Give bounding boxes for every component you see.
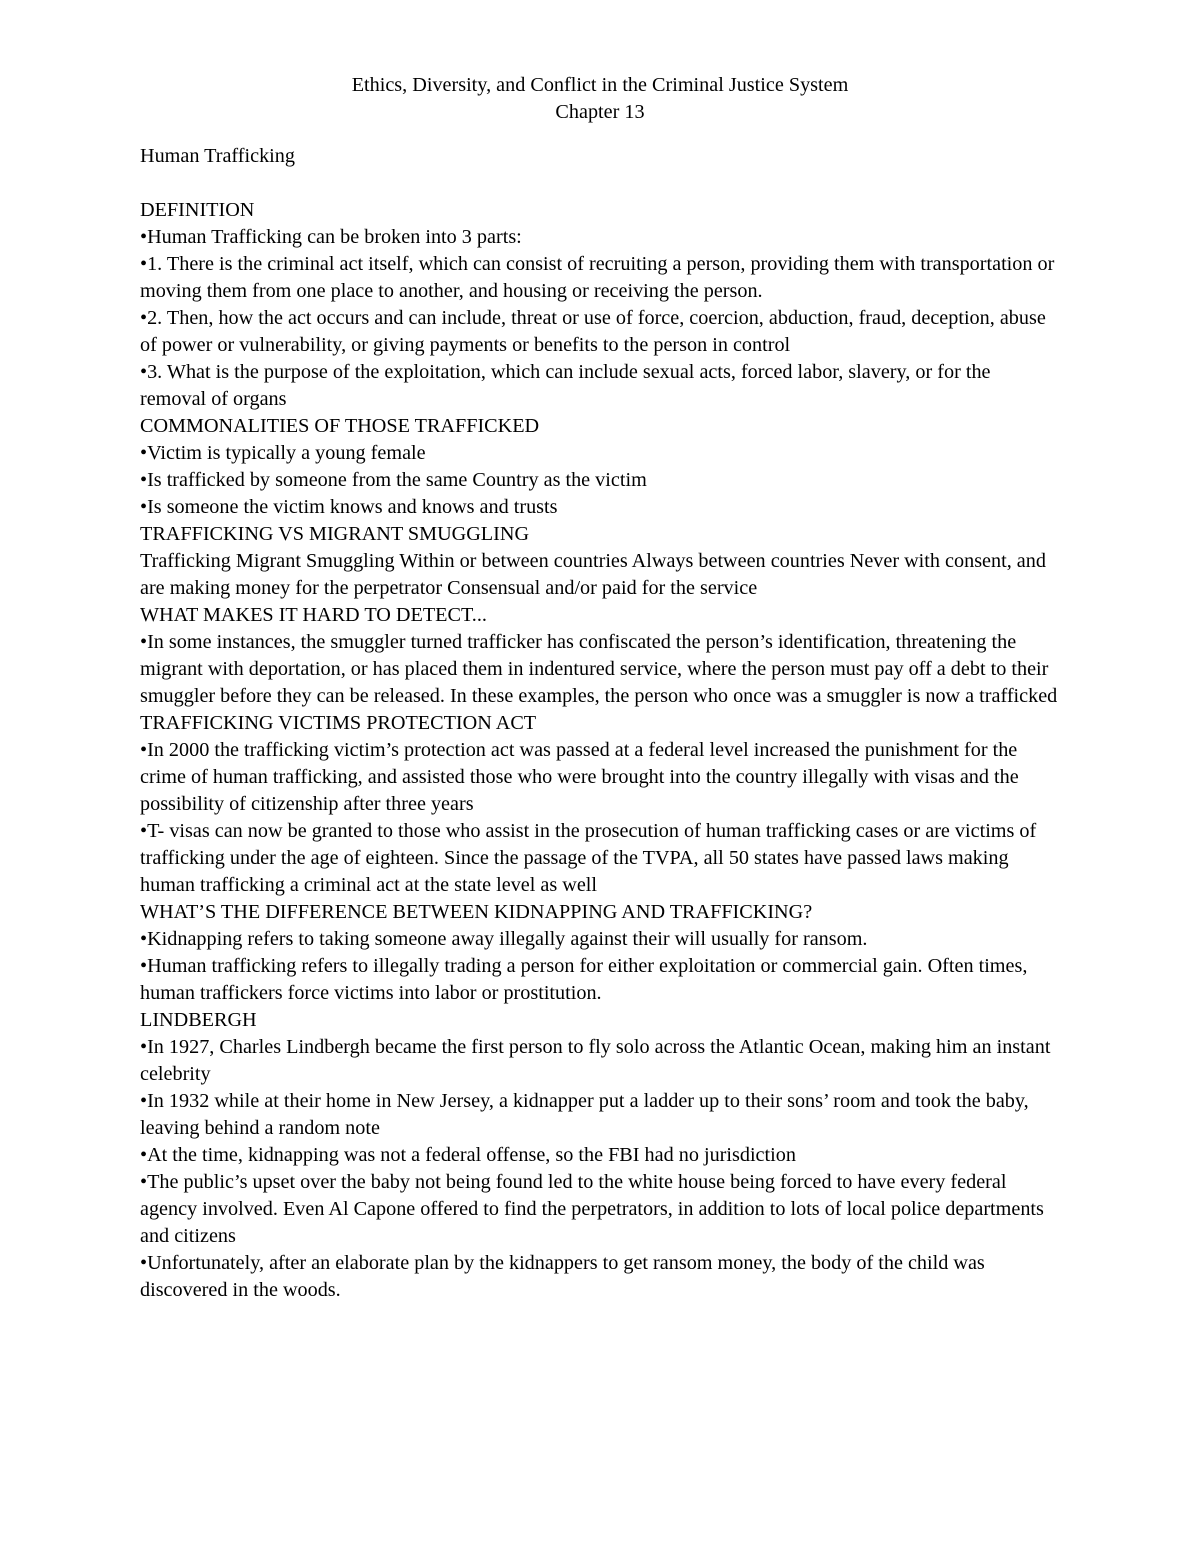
section-lindbergh (140, 1007, 1060, 1304)
bullet-paragraph: •1. There is the criminal act itself, which can consist of recruiting a person, providing them with transportation or moving them from one place to another, and housing or receiving the person. (140, 253, 1055, 302)
bullet-paragraph: •At the time, kidnapping was not a federal offense, so the FBI had no jurisdiction (140, 1144, 796, 1166)
bullet-paragraph: •3. What is the purpose of the exploitation, which can include sexual acts, forced labor, slavery, or for the removal of organs (140, 361, 991, 410)
chapter-label: Chapter 13 (555, 101, 645, 123)
bullet-paragraph: •Victim is typically a young female (140, 442, 426, 464)
document-title: Human Trafficking (140, 145, 295, 167)
section-trafficking-vs-smuggling (140, 521, 1060, 602)
bullet-paragraph: •Kidnapping refers to taking someone away illegally against their will usually for ransom. (140, 928, 868, 950)
bullet-paragraph: •In some instances, the smuggler turned trafficker has confiscated the person’s identification, threatening the migrant with deportation, or has placed them in indentured service, where the person must pay off a debt to their smuggler before they can be released. In these examples, the person who once was a smuggler is now a trafficked (140, 631, 1058, 707)
bullet-paragraph: •2. Then, how the act occurs and can include, threat or use of force, coercion, abduction, fraud, deception, abuse of power or vulnerability, or giving payments or benefits to the person in control (140, 307, 1046, 356)
document-body (140, 143, 1060, 1304)
bullet-paragraph: •Is trafficked by someone from the same Country as the victim (140, 469, 647, 491)
section-heading: LINDBERGH (140, 1009, 257, 1031)
bullet-paragraph: •Human trafficking refers to illegally trading a person for either exploitation or commercial gain. Often times, human traffickers force victims into labor or prostitution. (140, 955, 1028, 1004)
section-heading: TRAFFICKING VICTIMS PROTECTION ACT (140, 712, 537, 734)
bullet-paragraph: •Unfortunately, after an elaborate plan by the kidnappers to get ransom money, the body of the child was discovered in the woods. (140, 1252, 985, 1301)
section-hard-to-detect (140, 602, 1060, 710)
section-heading: COMMONALITIES OF THOSE TRAFFICKED (140, 415, 540, 437)
section-definition (140, 197, 1060, 413)
bullet-paragraph: •Is someone the victim knows and knows and trusts (140, 496, 558, 518)
document-header (0, 72, 1200, 126)
bullet-paragraph: •In 2000 the trafficking victim’s protection act was passed at a federal level increased the punishment for the crime of human trafficking, and assisted those who were brought into the country illegally with visas and the possibility of citizenship after three years (140, 739, 1019, 815)
section-heading: TRAFFICKING VS MIGRANT SMUGGLING (140, 523, 530, 545)
section-heading: DEFINITION (140, 199, 255, 221)
bullet-paragraph: •The public’s upset over the baby not being found led to the white house being forced to have every federal agency involved. Even Al Capone offered to find the perpetrators, in addition to lots of local police departments and citizens (140, 1171, 1044, 1247)
comparison-paragraph: Trafficking Migrant Smuggling Within or between countries Always between countries Never with consent, and are making money for the perpetrator Consensual and/or paid for the service (140, 550, 1046, 599)
section-tvpa (140, 710, 1060, 899)
bullet-paragraph: •Human Trafficking can be broken into 3 parts: (140, 226, 522, 248)
bullet-paragraph: •In 1932 while at their home in New Jersey, a kidnapper put a ladder up to their sons’ room and took the baby, leaving behind a random note (140, 1090, 1029, 1139)
bullet-paragraph: •T- visas can now be granted to those who assist in the prosecution of human trafficking cases or are victims of trafficking under the age of eighteen. Since the passage of the TVPA, all 50 states have passed laws making human trafficking a criminal act at the state level as well (140, 820, 1037, 896)
section-kidnapping-vs-trafficking (140, 899, 1060, 1007)
section-heading: WHAT MAKES IT HARD TO DETECT... (140, 604, 487, 626)
bullet-paragraph: •In 1927, Charles Lindbergh became the first person to fly solo across the Atlantic Ocean, making him an instant celebrity (140, 1036, 1051, 1085)
section-commonalities (140, 413, 1060, 521)
course-title: Ethics, Diversity, and Conflict in the Criminal Justice System (351, 74, 849, 96)
section-heading: WHAT’S THE DIFFERENCE BETWEEN KIDNAPPING AND TRAFFICKING? (140, 901, 813, 923)
